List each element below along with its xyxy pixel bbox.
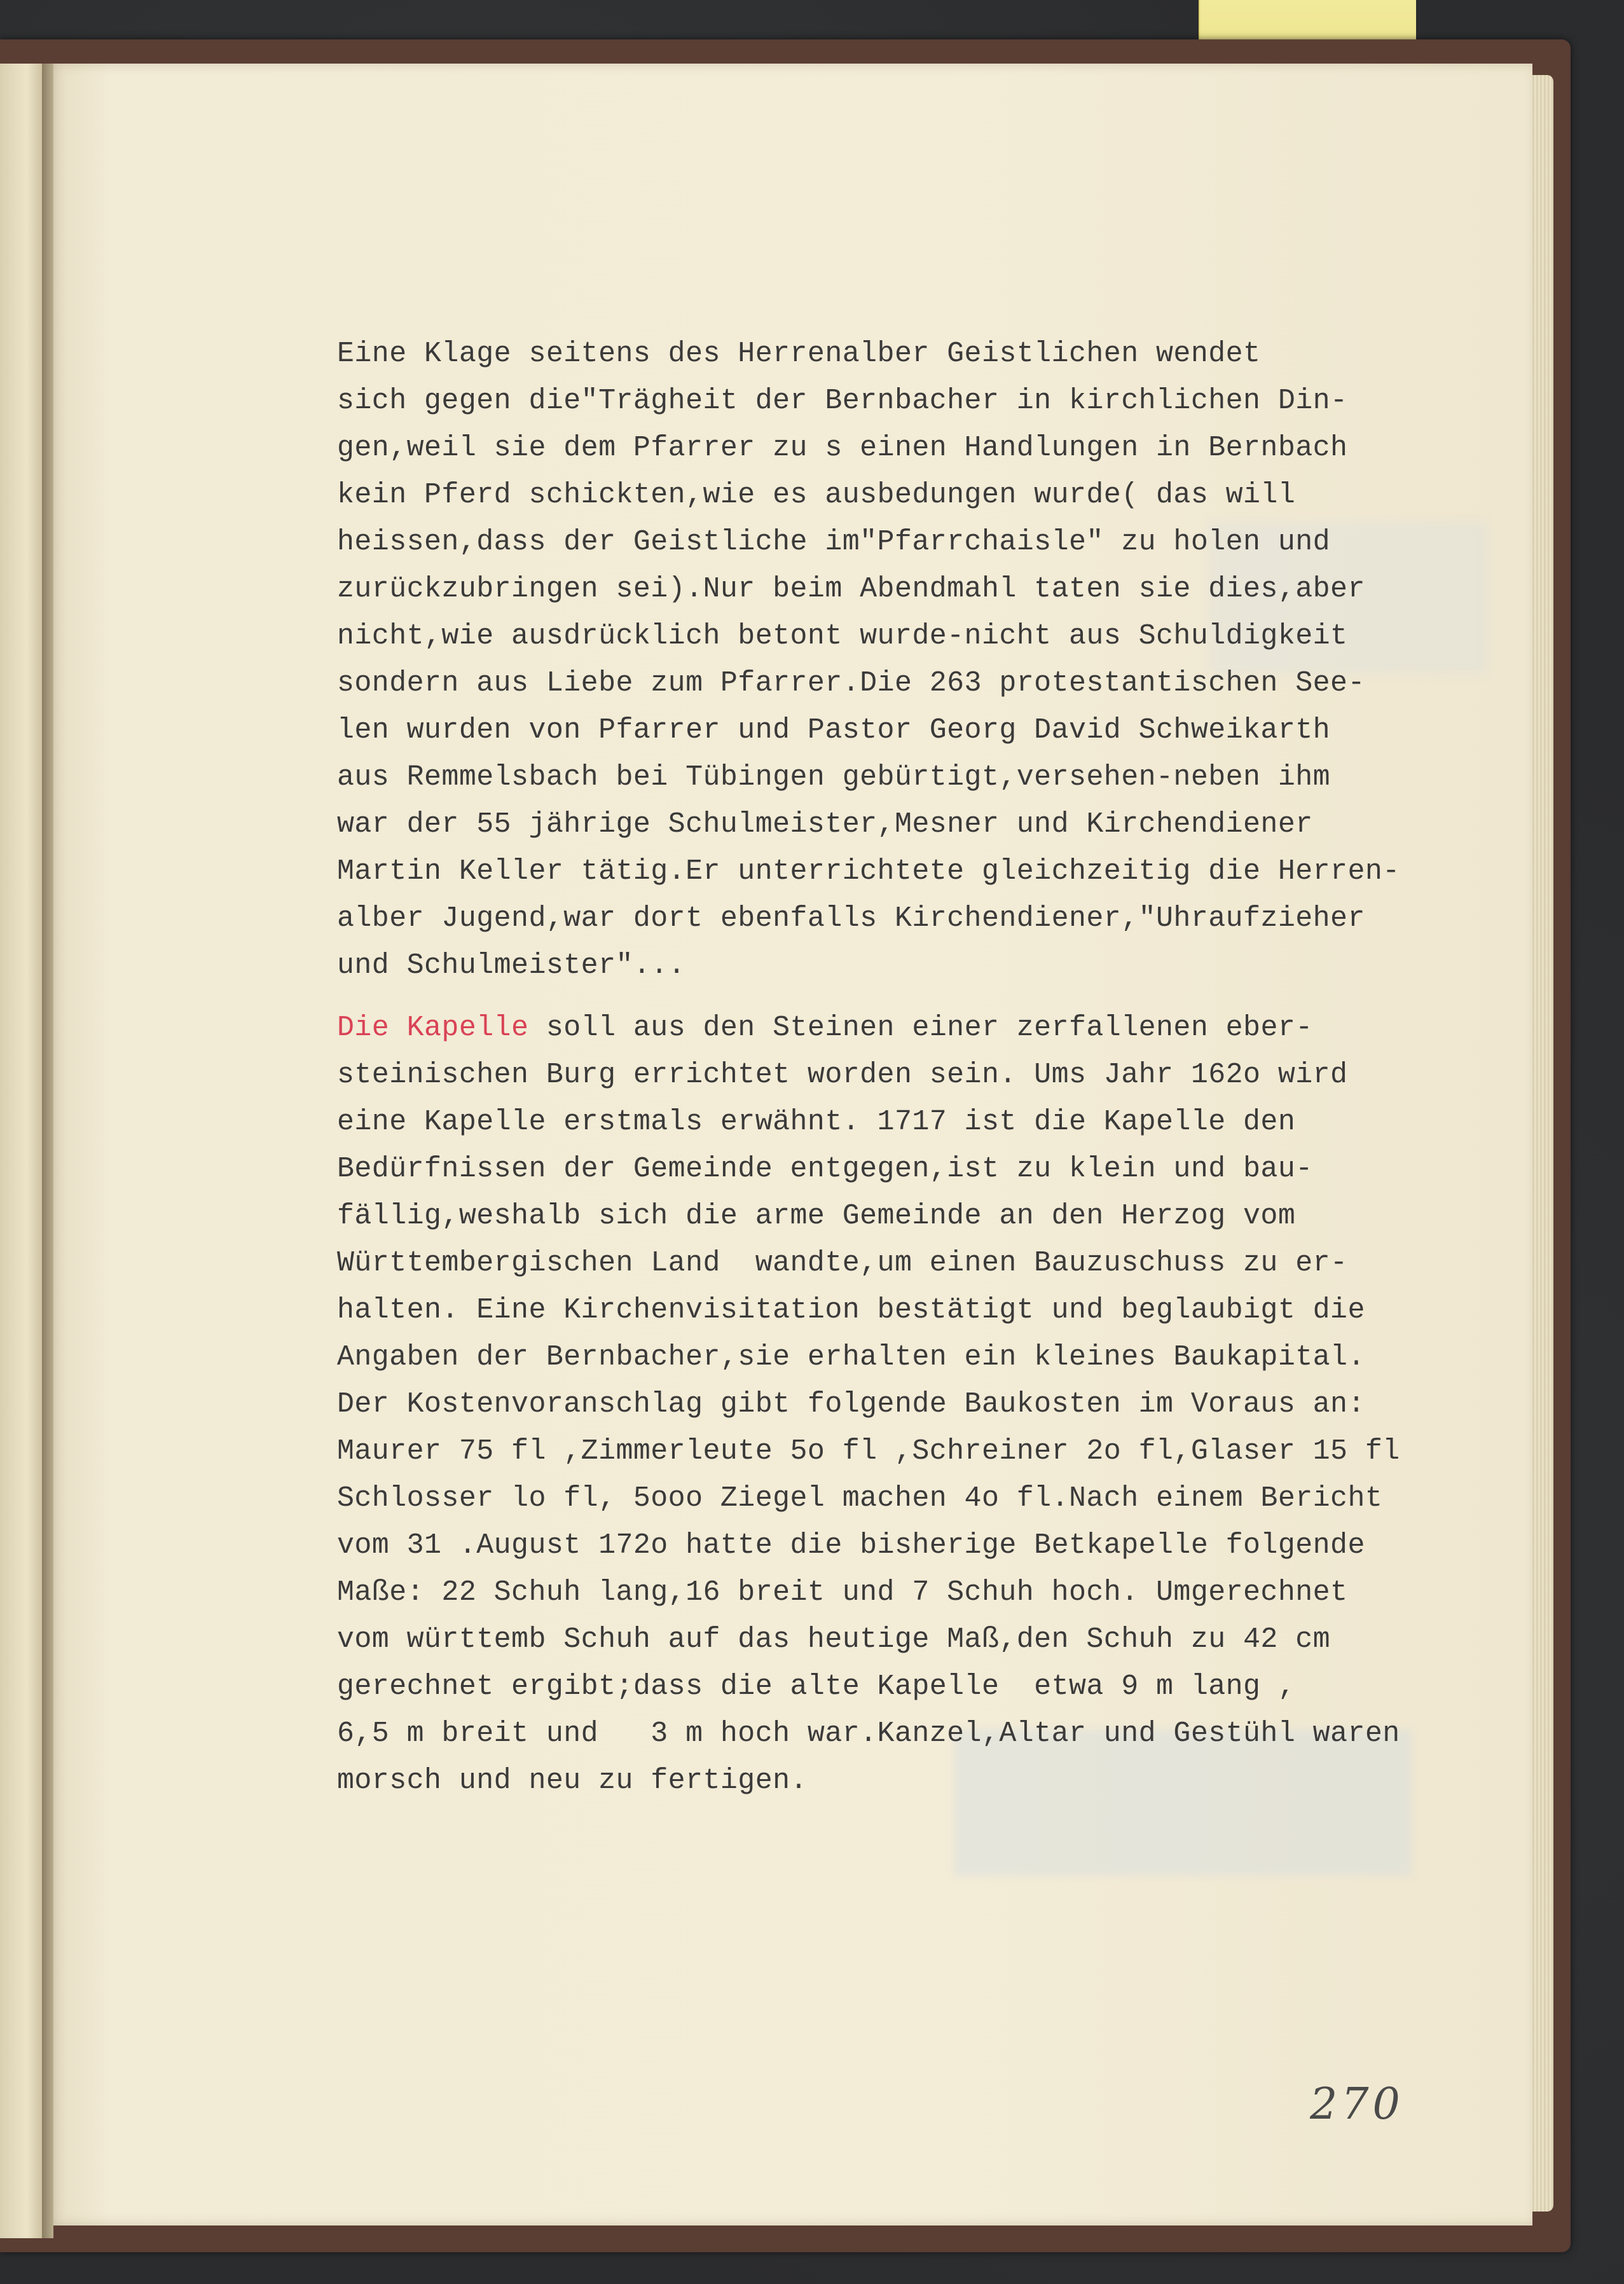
text-line: vom württemb Schuh auf das heutige Maß,den Schuh zu 42 cm [337,1623,1331,1656]
handwritten-page-number: 270 [1310,2079,1404,2129]
text-line: 6,5 m breit und 3 m hoch war.Kanzel,Altar und Gestühl waren [337,1717,1400,1750]
text-line: Eine Klage seitens des Herrenalber Geistlichen wendet [337,338,1261,370]
paragraph-kapelle [337,1005,1532,1805]
book-gutter [42,64,53,2238]
text-line: und Schulmeister"... [337,949,686,982]
text-line: Württembergischen Land wandte,um einen Bauzuschuss zu er- [337,1247,1348,1279]
text-line: Martin Keller tätig.Er unterrichtete gleichzeitig die Herren- [337,855,1400,888]
text-line: Angaben der Bernbacher,sie erhalten ein kleines Baukapital. [337,1341,1365,1373]
text-line: morsch und neu zu fertigen. [337,1765,808,1797]
text-line: Schlosser lo fl, 5ooo Ziegel machen 4o fl.Nach einem Bericht [337,1482,1383,1515]
text-line: alber Jugend,war dort ebenfalls Kirchendiener,"Uhraufzieher [337,902,1365,935]
text-line: Maurer 75 fl ,Zimmerleute 5o fl ,Schreiner 2o fl,Glaser 15 fl [337,1435,1400,1468]
text-line: eine Kapelle erstmals erwähnt. 1717 ist die Kapelle den [337,1106,1296,1138]
text-line: nicht,wie ausdrücklich betont wurde-nicht aus Schuldigkeit [337,620,1348,652]
text-line: sich gegen die"Trägheit der Bernbacher in kirchlichen Din- [337,385,1348,417]
heading-line-rest: soll aus den Steinen einer zerfallenen eber- [528,1012,1313,1044]
text-line: aus Remmelsbach bei Tübingen gebürtigt,versehen-neben ihm [337,761,1331,794]
text-line: fällig,weshalb sich die arme Gemeinde an den Herzog vom [337,1200,1296,1232]
text-line: zurückzubringen sei).Nur beim Abendmahl taten sie dies,aber [337,573,1365,605]
section-heading: Die Kapelle [337,1012,529,1044]
text-line: Bedürfnissen der Gemeinde entgegen,ist zu klein und bau- [337,1153,1313,1185]
text-line: sondern aus Liebe zum Pfarrer.Die 263 protestantischen See- [337,667,1365,699]
text-line: kein Pferd schickten,wie es ausbedungen wurde( das will [337,479,1296,511]
text-line: len wurden von Pfarrer und Pastor Georg David Schweikarth [337,714,1331,746]
text-line: gen,weil sie dem Pfarrer zu s einen Handlungen in Bernbach [337,432,1348,464]
typed-text [337,331,1532,1805]
paragraph-klage [337,331,1532,989]
text-line: steinischen Burg errichtet worden sein. Ums Jahr 162o wird [337,1059,1348,1091]
text-line [337,1005,1532,1052]
text-line: Der Kostenvoranschlag gibt folgende Baukosten im Voraus an: [337,1388,1365,1421]
left-page-edge [0,64,45,2238]
text-line: war der 55 jährige Schulmeister,Mesner und Kirchendiener [337,808,1313,841]
text-line: halten. Eine Kirchenvisitation bestätigt und beglaubigt die [337,1294,1365,1326]
text-line: Maße: 22 Schuh lang,16 breit und 7 Schuh hoch. Umgerechnet [337,1576,1348,1609]
text-line: gerechnet ergibt;dass die alte Kapelle etwa 9 m lang , [337,1670,1296,1703]
text-line: heissen,dass der Geistliche im"Pfarrchaisle" zu holen und [337,526,1331,558]
text-line: vom 31 .August 172o hatte die bisherige Betkapelle folgende [337,1529,1365,1562]
